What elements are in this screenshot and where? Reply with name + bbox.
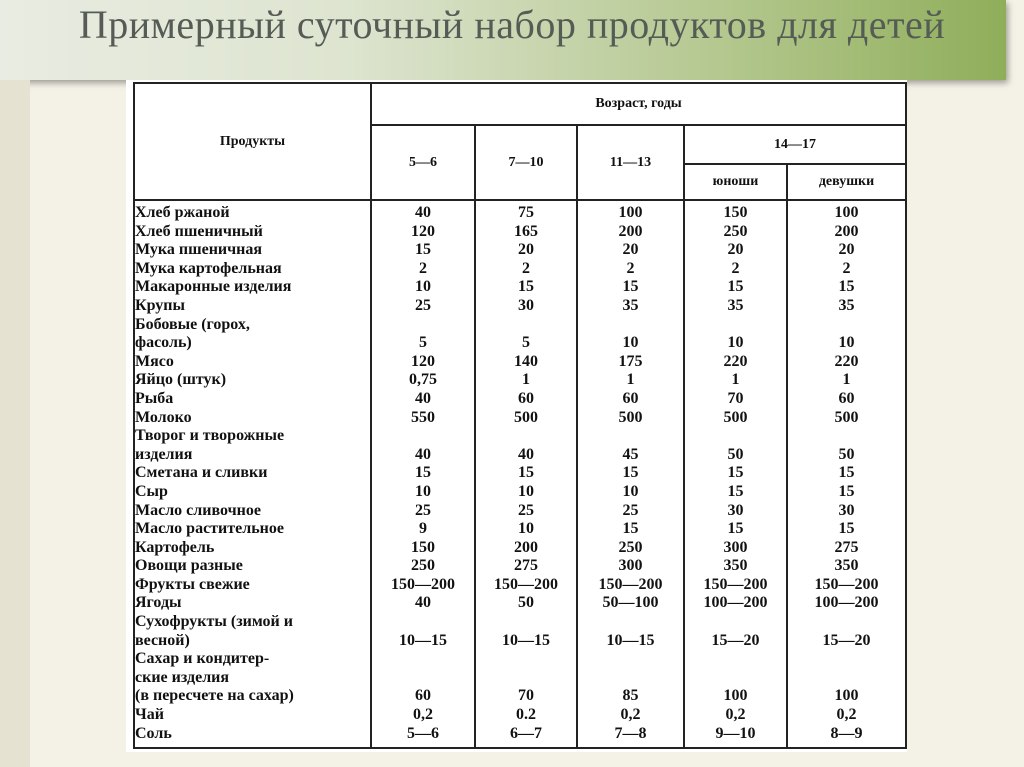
table-cell: 70	[727, 389, 744, 407]
table-cell: 100	[618, 204, 643, 221]
table-cell: 200	[834, 222, 859, 240]
table-cell: 25	[415, 501, 431, 519]
table-cell: 0,75	[409, 371, 437, 389]
header-age-7-10: 7—10	[475, 125, 577, 200]
blank-line	[372, 669, 474, 688]
table-cell: 10	[622, 334, 639, 352]
table-cell: 40	[415, 204, 431, 221]
table-cell: 9—10	[715, 724, 756, 742]
values-column-11-13	[577, 200, 684, 748]
table-cell: 2	[522, 259, 530, 277]
table-cell: 350	[834, 557, 859, 575]
table-cell: 20	[727, 241, 744, 259]
blank-line	[372, 427, 474, 446]
product-name-line: Крупы	[135, 296, 185, 314]
left-decor-strip	[0, 80, 30, 767]
header-age-5-6: 5—6	[371, 125, 475, 200]
page-title: Примерный суточный набор продуктов для детей	[78, 2, 946, 47]
table-cell: 0.2	[516, 706, 536, 724]
food-norms-table	[133, 82, 907, 749]
table-cell: 175	[618, 352, 643, 370]
table-cell: 5	[522, 334, 530, 352]
table-cell: 25	[415, 296, 431, 314]
table-cell: 15	[838, 482, 855, 500]
table-cell: 250	[723, 222, 748, 240]
product-name-line: ские изделия	[135, 668, 230, 686]
header-products: Продукты	[134, 83, 371, 200]
table-cell: 10	[518, 482, 534, 500]
table-cell: 50	[518, 594, 534, 612]
table-cell: 1	[626, 371, 635, 389]
blank-line	[578, 427, 683, 446]
table-body	[134, 200, 906, 748]
product-name-line: Рыба	[135, 389, 174, 407]
table-cell: 10	[518, 520, 534, 538]
table-cell: 25	[622, 501, 639, 519]
product-name-line: Картофель	[135, 538, 215, 556]
blank-line	[685, 613, 786, 632]
product-name-line: Ягоды	[135, 594, 182, 612]
table-cell: 220	[723, 352, 748, 370]
table-cell: 100—200	[703, 594, 768, 612]
product-name-line: Овощи разные	[135, 557, 243, 575]
table-cell: 15	[838, 278, 855, 296]
table-cell: 60	[622, 389, 639, 407]
table-cell: 20	[838, 241, 855, 259]
table-cell: 275	[514, 557, 538, 575]
header-age: Возраст, годы	[371, 83, 906, 125]
values-column-girls	[787, 200, 906, 748]
blank-line	[788, 316, 905, 335]
table-cell: 2	[626, 259, 635, 277]
table-cell: 10	[838, 334, 855, 352]
table-cell: 150—200	[494, 575, 558, 593]
product-name-line: Макаронные изделия	[135, 278, 292, 296]
product-name-line: Сыр	[135, 482, 168, 500]
table-cell: 10	[415, 278, 431, 296]
table-cell: 5—6	[407, 724, 439, 742]
table-cell: 35	[838, 296, 855, 314]
table-cell: 200	[514, 538, 538, 556]
table-cell: 2	[731, 259, 740, 277]
product-name-line: Масло сливочное	[135, 501, 261, 519]
blank-line	[788, 427, 905, 446]
blank-line	[788, 613, 905, 632]
table-cell: 75	[518, 204, 534, 221]
blank-line	[476, 316, 576, 335]
table-cell: 15	[415, 241, 431, 259]
table-cell: 300	[723, 538, 748, 556]
table-cell: 6—7	[510, 724, 542, 742]
header-age-11-13: 11—13	[577, 125, 684, 200]
table-cell: 60	[838, 389, 855, 407]
product-name-line: Сахар и кондитер-	[135, 650, 270, 668]
table-cell: 550	[411, 408, 435, 426]
blank-line	[476, 650, 576, 669]
table-cell: 50	[727, 445, 744, 463]
table-cell: 10—15	[606, 631, 655, 649]
table-cell: 15	[727, 520, 744, 538]
product-name-line: Чай	[135, 706, 164, 724]
blank-line	[578, 613, 683, 632]
table-cell: 10—15	[399, 631, 447, 649]
table-cell: 140	[514, 352, 538, 370]
table-cell: 60	[415, 687, 431, 705]
table-cell: 500	[834, 408, 859, 426]
values-column-7-10	[475, 200, 577, 748]
table-cell: 50—100	[602, 594, 659, 612]
product-name-line: Масло растительное	[135, 520, 284, 538]
header-girls: девушки	[787, 164, 906, 200]
table-cell: 15	[622, 520, 639, 538]
table-cell: 15	[727, 464, 744, 482]
table-cell: 165	[514, 222, 538, 240]
table-cell: 1	[731, 371, 740, 389]
blank-line	[372, 613, 474, 632]
blank-line	[685, 650, 786, 669]
table-cell: 150—200	[598, 575, 663, 593]
table-cell: 10	[727, 334, 744, 352]
table-cell: 15	[415, 464, 431, 482]
table-cell: 150—200	[814, 575, 879, 593]
table-cell: 85	[622, 687, 639, 705]
blank-line	[685, 427, 786, 446]
table-cell: 10	[415, 482, 431, 500]
table-cell: 15—20	[711, 631, 760, 649]
product-name-line: весной)	[135, 631, 190, 649]
table-cell: 40	[415, 389, 431, 407]
blank-line	[476, 427, 576, 446]
table-cell: 15	[622, 278, 639, 296]
table-cell: 15	[727, 278, 744, 296]
table-cell: 0,2	[836, 706, 857, 724]
product-name-line: Соль	[135, 724, 172, 742]
table-cell: 70	[518, 687, 534, 705]
table-cell: 15	[518, 278, 534, 296]
products-column	[134, 200, 371, 748]
product-name-line: Сметана и сливки	[135, 464, 268, 482]
table-cell: 100	[834, 204, 859, 221]
blank-line	[578, 650, 683, 669]
table-cell: 250	[411, 557, 435, 575]
table-cell: 100	[834, 687, 859, 705]
table-cell: 220	[834, 352, 859, 370]
table-cell: 30	[518, 296, 534, 314]
table-cell: 275	[834, 538, 859, 556]
table-cell: 25	[518, 501, 534, 519]
table-cell: 7—8	[614, 724, 647, 742]
table-cell: 50	[838, 445, 855, 463]
table-cell: 120	[411, 352, 435, 370]
table-cell: 10—15	[502, 631, 550, 649]
table-cell: 10	[622, 482, 639, 500]
blank-line	[578, 669, 683, 688]
table-cell: 1	[522, 371, 530, 389]
product-name-line: Сухофрукты (зимой и	[135, 613, 293, 631]
header-boys: юноши	[684, 164, 787, 200]
blank-line	[372, 316, 474, 335]
table-cell: 15	[838, 464, 855, 482]
table-cell: 30	[838, 501, 855, 519]
table-cell: 9	[419, 520, 427, 538]
table-cell: 500	[723, 408, 748, 426]
product-name-line: Хлеб ржаной	[135, 204, 230, 221]
product-name-line: Мясо	[135, 352, 174, 370]
product-name-line: Фрукты свежие	[135, 575, 250, 593]
table-cell: 15	[518, 464, 534, 482]
table-cell: 150—200	[703, 575, 768, 593]
table-cell: 35	[622, 296, 639, 314]
product-name-line: Мука картофельная	[135, 259, 282, 277]
table-cell: 30	[727, 501, 744, 519]
blank-line	[685, 316, 786, 335]
table-cell: 250	[618, 538, 643, 556]
table-cell: 1	[842, 371, 851, 389]
table-cell: 0,2	[413, 706, 433, 724]
table-cell: 0,2	[725, 706, 746, 724]
table-cell: 35	[727, 296, 744, 314]
table-cell: 2	[419, 259, 427, 277]
table-cell: 40	[518, 445, 534, 463]
table-cell: 0,2	[620, 706, 641, 724]
table-cell: 40	[415, 445, 431, 463]
table-cell: 40	[415, 594, 431, 612]
product-name-line: Бобовые (горох,	[135, 315, 250, 333]
product-name-line: фасоль)	[135, 334, 192, 352]
table-cell: 150	[411, 538, 435, 556]
blank-line	[685, 669, 786, 688]
table-cell: 500	[514, 408, 538, 426]
table-cell: 15	[622, 464, 639, 482]
product-name-line: (в пересчете на сахар)	[135, 687, 294, 705]
blank-line	[788, 650, 905, 669]
table-cell: 60	[518, 389, 534, 407]
product-name-line: изделия	[135, 445, 193, 463]
values-column-5-6	[371, 200, 475, 748]
blank-line	[788, 669, 905, 688]
table-cell: 2	[842, 259, 851, 277]
blank-line	[578, 316, 683, 335]
table-cell: 5	[419, 334, 427, 352]
product-name-line: Хлеб пшеничный	[135, 222, 263, 240]
product-name-line: Творог и творожные	[135, 427, 285, 445]
table-cell: 150—200	[391, 575, 455, 593]
table-cell: 500	[618, 408, 643, 426]
table-cell: 350	[723, 557, 748, 575]
blank-line	[372, 650, 474, 669]
table-cell: 15	[727, 482, 744, 500]
header-age-14-17: 14—17	[684, 125, 906, 164]
product-name-line: Мука пшеничная	[135, 241, 263, 259]
table-cell: 150	[723, 204, 748, 221]
table-cell: 100	[723, 687, 748, 705]
table-cell: 15	[838, 520, 855, 538]
blank-line	[476, 613, 576, 632]
table-cell: 300	[618, 557, 643, 575]
table-cell: 100—200	[814, 594, 879, 612]
table-cell: 20	[622, 241, 639, 259]
product-name-line: Яйцо (штук)	[135, 371, 227, 389]
table-cell: 20	[518, 241, 534, 259]
table-cell: 8—9	[830, 724, 863, 742]
values-column-boys	[684, 200, 787, 748]
table-cell: 15—20	[822, 631, 871, 649]
table-cell: 200	[618, 222, 643, 240]
table-cell: 45	[622, 445, 639, 463]
product-name-line: Молоко	[135, 408, 192, 426]
blank-line	[476, 669, 576, 688]
table-cell: 120	[411, 222, 435, 240]
